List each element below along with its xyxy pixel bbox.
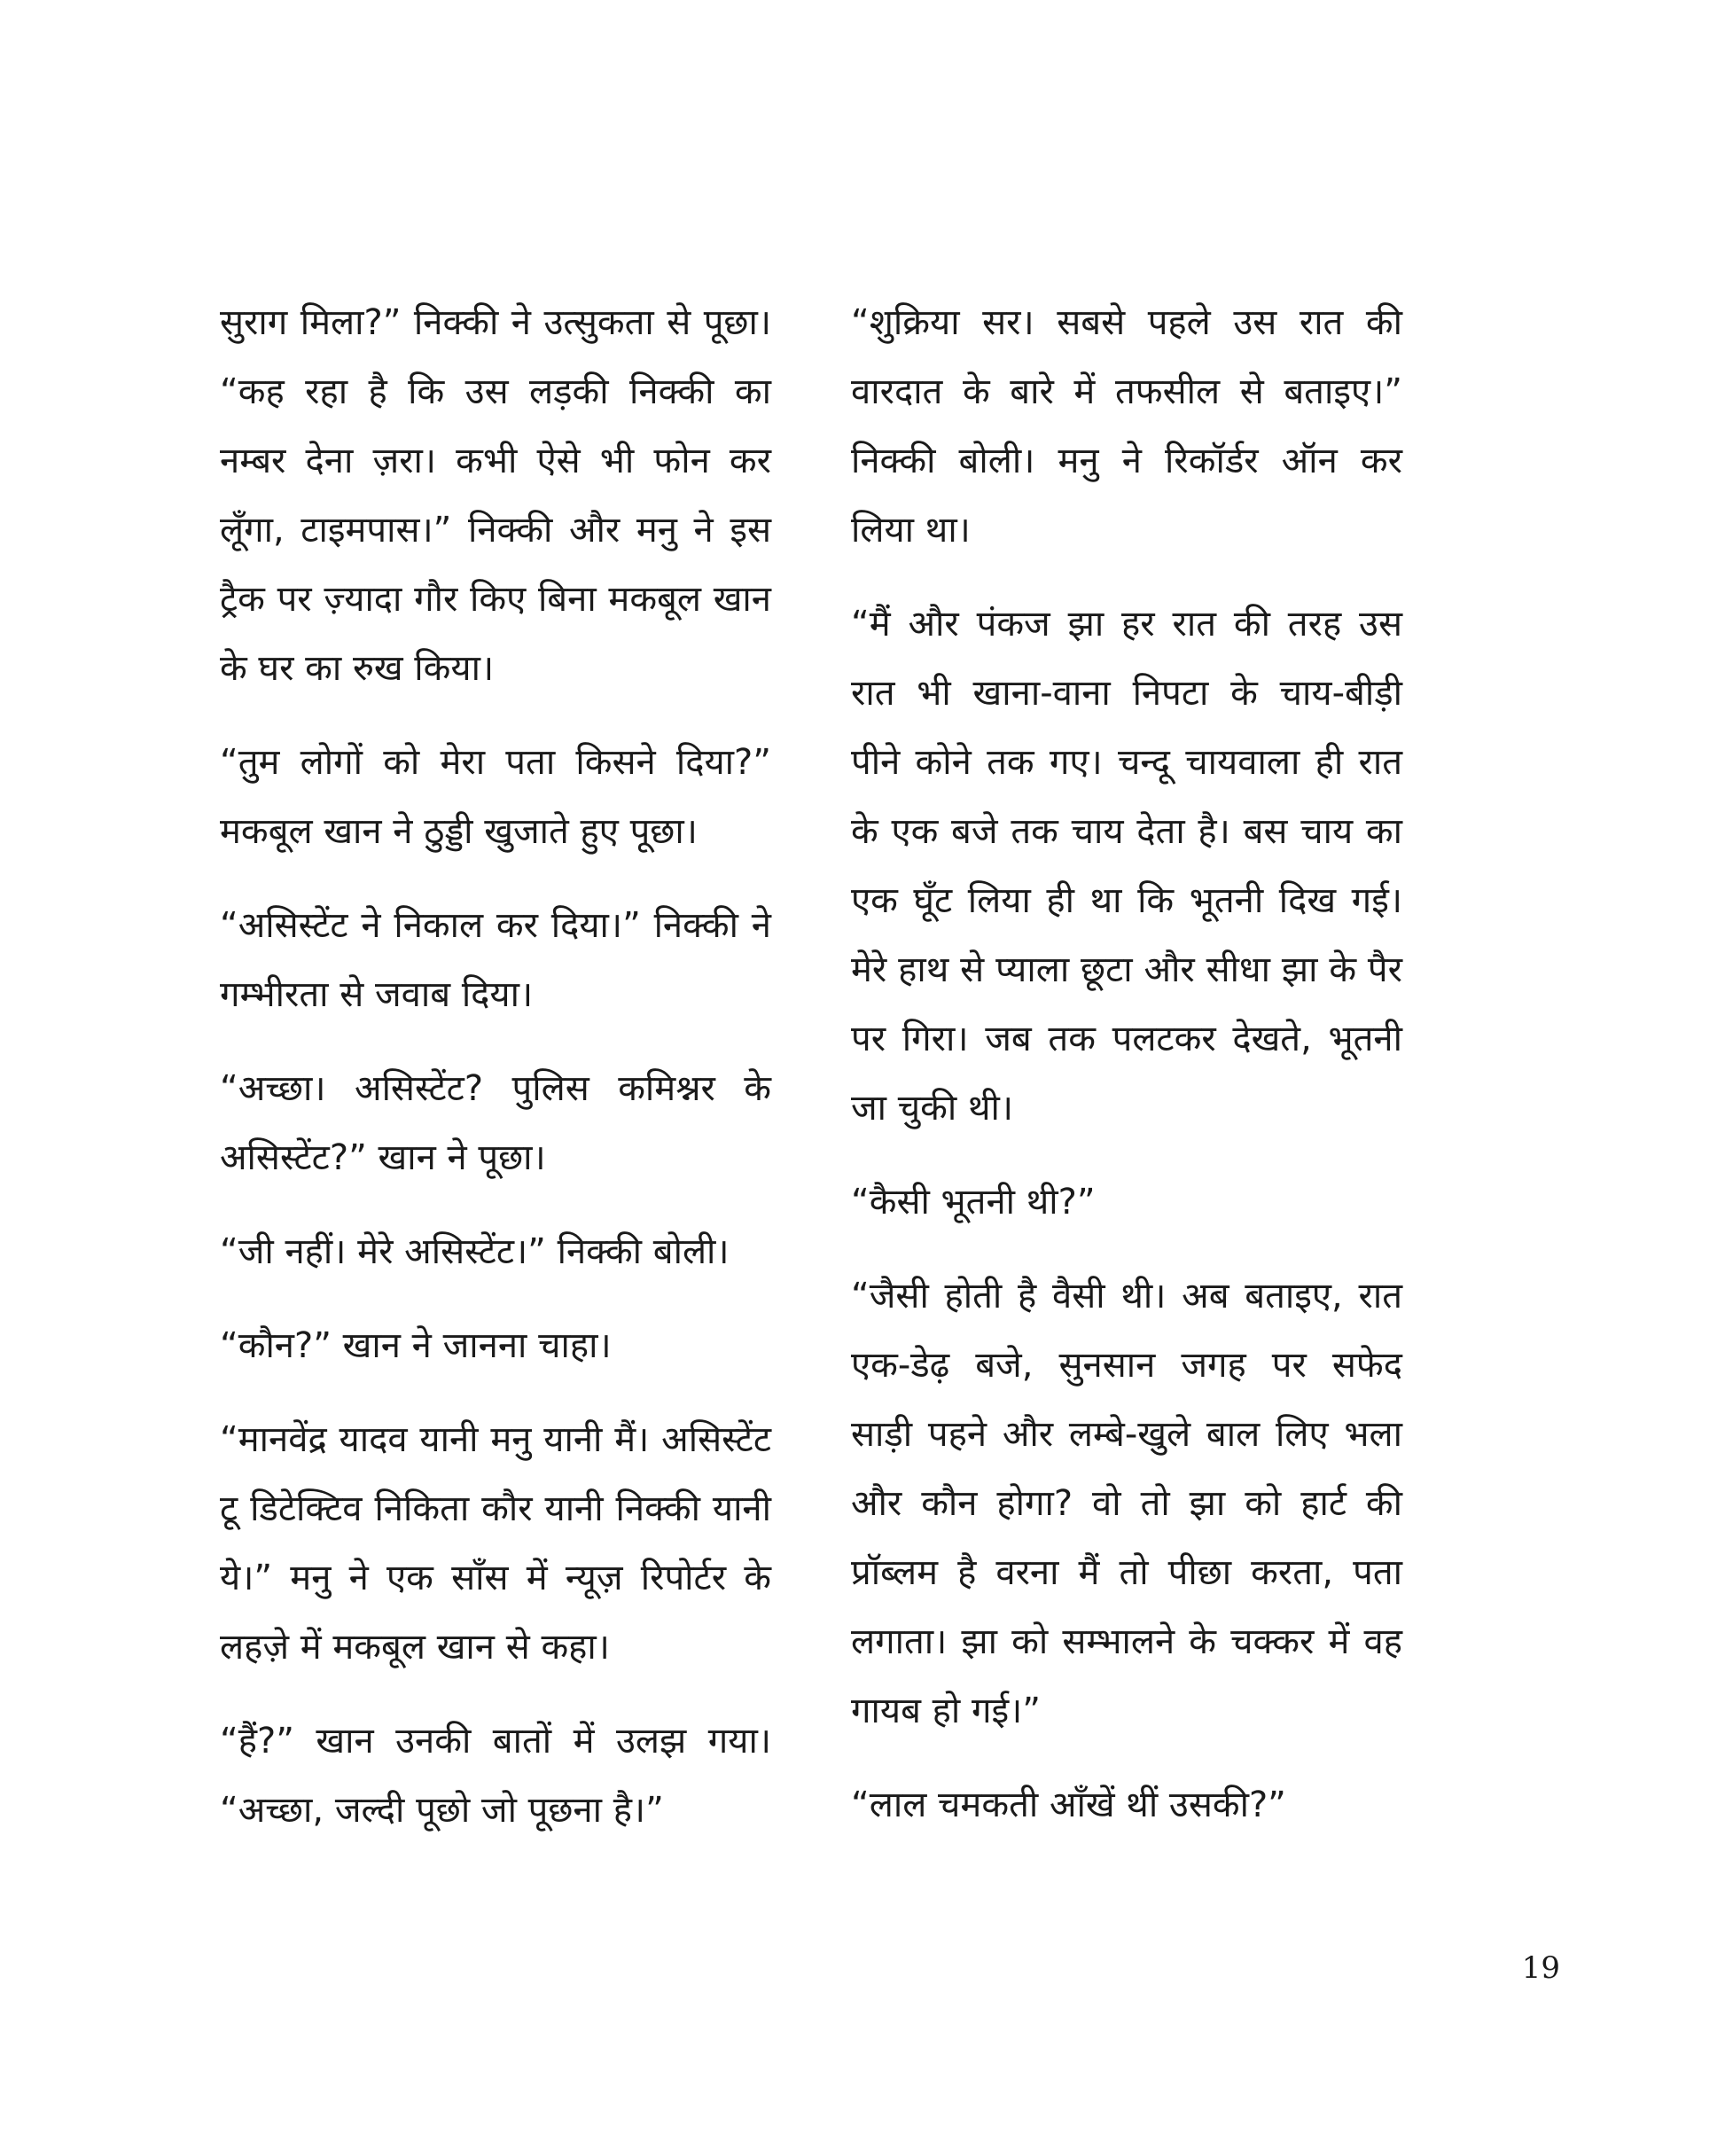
left-column <box>220 288 771 1870</box>
paragraph: “हैं?” खान उनकी बातों में उलझ गया। “अच्छा, जल्दी पूछो जो पूछना है।” <box>220 1721 771 1831</box>
paragraph: “कैसी भूतनी थी?” <box>851 1182 1096 1223</box>
paragraph: “असिस्टेंट ने निकाल कर दिया।” निक्की ने गम्भीरता से जवाब दिया। <box>220 905 771 1015</box>
paragraph: “मैं और पंकज झा हर रात की तरह उस रात भी खाना-वाना निपटा के चाय-बीड़ी पीने कोने तक गए। चन्दू चायवाला ही रात के एक बजे तक चाय देता है। बस चाय का एक घूँट लिया ही था कि भूतनी दिख गई। मेरे हाथ से प्याला छूटा और सीधा झा के पैर पर गिरा। जब तक पलटकर देखते, भूतनी जा चुकी थी। <box>851 604 1402 1129</box>
page-number: 19 <box>1521 1950 1560 1986</box>
paragraph: “मानवेंद्र यादव यानी मनु यानी मैं। असिस्टेंट टू डिटेक्टिव निकिता कौर यानी निक्की यानी ये।” मनु ने एक साँस में न्यूज़ रिपोर्टर के लहज़े में मकबूल खान से कहा। <box>220 1419 771 1668</box>
paragraph: “जी नहीं। मेरे असिस्टेंट।” निक्की बोली। <box>220 1231 730 1272</box>
paragraph: “शुक्रिया सर। सबसे पहले उस रात की वारदात के बारे में तफसील से बताइए।” निक्की बोली। मनु ने रिकॉर्डर ऑन कर लिया था। <box>851 302 1402 551</box>
paragraph: “लाल चमकती आँखें थीं उसकी?” <box>851 1785 1286 1825</box>
right-column <box>851 288 1402 1864</box>
paragraph: “तुम लोगों को मेरा पता किसने दिया?” मकबूल खान ने ठुड्डी खुजाते हुए पूछा। <box>220 742 771 852</box>
paragraph: सुराग मिला?” निक्की ने उत्सुकता से पूछा। “कह रहा है कि उस लड़की निक्की का नम्बर देना ज़रा। कभी ऐसे भी फोन कर लूँगा, टाइमपास।” निक्की और मनु ने इस ट्रैक पर ज़्यादा गौर किए बिना मकबूल खान के घर का रुख किया। <box>220 302 771 689</box>
paragraph: “जैसी होती है वैसी थी। अब बताइए, रात एक-डेढ़ बजे, सुनसान जगह पर सफेद साड़ी पहने और लम्बे-खुले बाल लिए भला और कौन होगा? वो तो झा को हार्ट की प्रॉब्लम है वरना मैं तो पीछा करता, पता लगाता। झा को सम्भालने के चक्कर में वह गायब हो गई।” <box>851 1276 1402 1731</box>
paragraph: “कौन?” खान ने जानना चाहा। <box>220 1325 612 1366</box>
paragraph: “अच्छा। असिस्टेंट? पुलिस कमिश्नर के असिस्टेंट?” खान ने पूछा। <box>220 1068 771 1178</box>
